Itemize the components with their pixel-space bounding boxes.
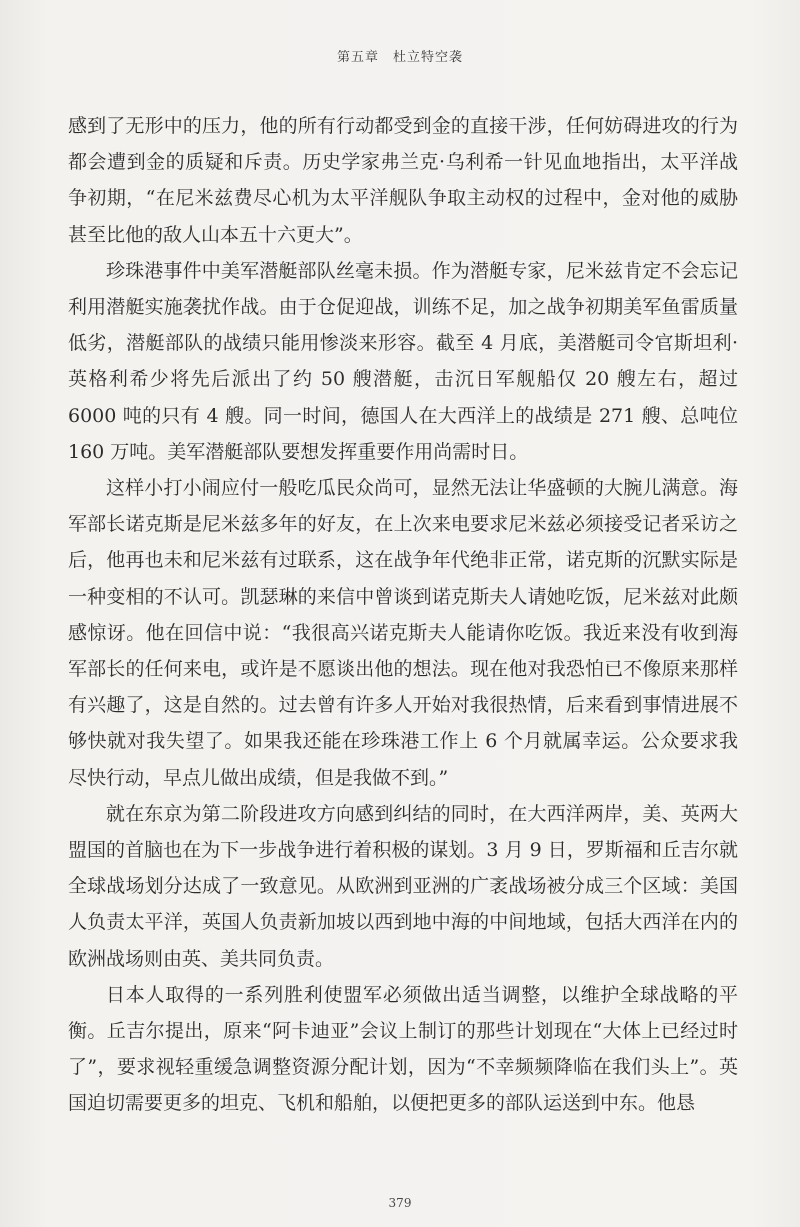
paragraph-continued: 感到了无形中的压力，他的所有行动都受到金的直接干涉，任何妨碍进攻的行为都会遭到金的质疑和斥责。历史学家弗兰克·乌利希一针见血地指出，太平洋战争初期，“在尼米兹费尽心机为太平洋舰队争取主动权的过程中，金对他的威胁甚至比他的敌人山本五十六更大”。 — [68, 115, 738, 246]
paragraph-allied-strategy: 就在东京为第二阶段进攻方向感到纠结的同时，在大西洋两岸，美、英两大盟国的首脑也在为下一步战争进行着积极的谋划。3 月 9 日，罗斯福和丘吉尔就全球战场划分达成了一致意见。从欧洲到亚洲的广袤战场被分成三个区域：美国人负责太平洋，英国人负责新加坡以西到地中海的中间地域，包括大西洋在内的欧洲战场则由英、美共同负责。 — [68, 802, 738, 970]
page-number: 379 — [388, 1196, 412, 1210]
running-head: 第五章 杜立特空袭 — [336, 50, 463, 65]
body-text — [68, 108, 738, 1122]
paragraph-submarines: 珍珠港事件中美军潜艇部队丝毫未损。作为潜艇专家，尼米兹肯定不会忘记利用潜艇实施袭扰作战。由于仓促迎战，训练不足，加之战争初期美军鱼雷质量低劣，潜艇部队的战绩只能用惨淡来形容。截至 4 月底，美潜艇司令官斯坦利·英格利希少将先后派出了约 50 艘潜艇，击沉日军舰船仅 20 艘左右，超过 6000 吨的只有 4 艘。同一时间，德国人在大西洋上的战绩是 271 艘、总吨位 160 万吨。美军潜艇部队要想发挥重要作用尚需时日。 — [68, 259, 738, 463]
paragraph-churchill: 日本人取得的一系列胜利使盟军必须做出适当调整，以维护全球战略的平衡。丘吉尔提出，原来“阿卡迪亚”会议上制订的那些计划现在“大体上已经过时了”，要求视轻重缓急调整资源分配计划，因为“不幸频频降临在我们头上”。英国迫切需要更多的坦克、飞机和船舶，以便把更多的部队运送到中东。他恳 — [68, 983, 738, 1115]
paragraph-knox: 这样小打小闹应付一般吃瓜民众尚可，显然无法让华盛顿的大腕儿满意。海军部长诺克斯是尼米兹多年的好友，在上次来电要求尼米兹必须接受记者采访之后，他再也未和尼米兹有过联系，这在战争年代绝非正常，诺克斯的沉默实际是一种变相的不认可。凯瑟琳的来信中曾谈到诺克斯夫人请她吃饭，尼米兹对此颇感惊讶。他在回信中说：“我很高兴诺克斯夫人能请你吃饭。我近来没有收到海军部长的任何来电，或许是不愿谈出他的想法。现在他对我恐怕已不像原来那样有兴趣了，这是自然的。过去曾有许多人开始对我很热情，后来看到事情进展不够快就对我失望了。如果我还能在珍珠港工作上 6 个月就属幸运。公众要求我尽快行动，早点儿做出成绩，但是我做不到。” — [68, 477, 738, 789]
